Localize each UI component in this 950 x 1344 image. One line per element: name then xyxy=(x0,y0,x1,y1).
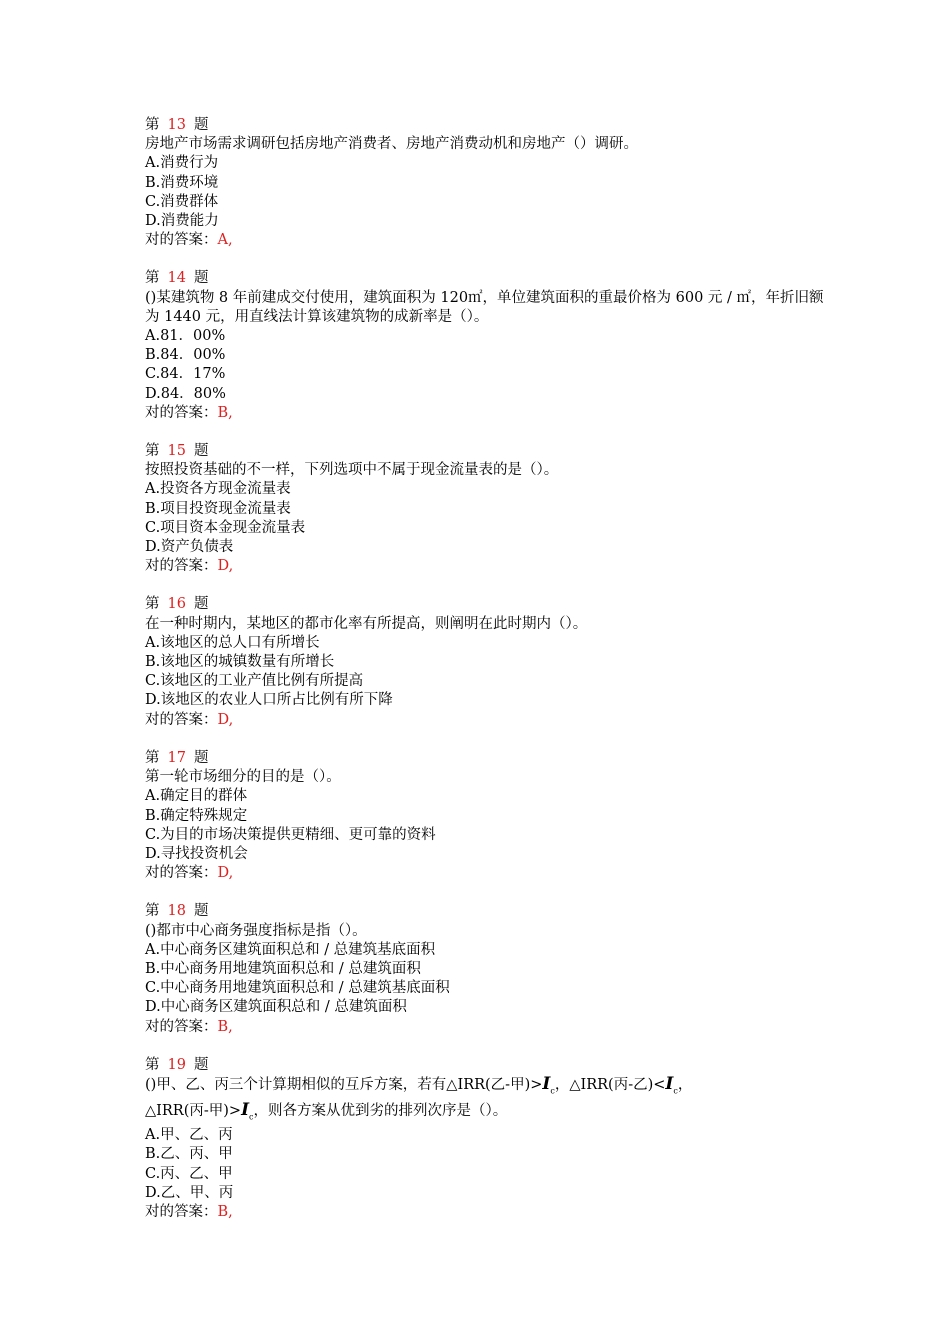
question-13 xyxy=(145,116,825,250)
option-b: B.项目投资现金流量表 xyxy=(145,500,291,517)
answer-value: D, xyxy=(217,711,234,728)
answer-line: 对的答案：B, xyxy=(145,1203,233,1220)
ic-symbol: $I_c$ xyxy=(542,1073,555,1096)
question-16 xyxy=(145,595,825,729)
option-d: D.资产负债表 xyxy=(145,539,234,556)
option-a: A.投资各方现金流量表 xyxy=(145,481,291,498)
option-b: B.确定特殊规定 xyxy=(145,807,248,824)
question-stem: ()某建筑物 8 年前建成交付使用，建筑面积为 120㎡，单位建筑面积的重最价格为 600 元 / ㎡，年折旧额为 1440 元，用直线法计算该建筑物的成新率是（）。 xyxy=(145,289,824,325)
question-stem: 第一轮市场细分的目的是（）。 xyxy=(145,769,341,786)
option-d: D.84．80% xyxy=(145,385,226,402)
option-d: D.寻找投资机会 xyxy=(145,845,248,862)
document-page xyxy=(145,116,825,1241)
option-c: C.为目的市场决策提供更精细、更可靠的资料 xyxy=(145,826,436,843)
answer-line: 对的答案：B, xyxy=(145,1018,233,1035)
answer-line: 对的答案：D, xyxy=(145,865,234,882)
option-b: B.中心商务用地建筑面积总和 / 总建筑面积 xyxy=(145,960,421,977)
question-stem: 在一种时期内，某地区的都市化率有所提高，则阐明在此时期内（）。 xyxy=(145,615,588,632)
question-number: 19 xyxy=(167,1056,186,1073)
option-b: B.该地区的城镇数量有所增长 xyxy=(145,654,335,671)
option-b: B.乙、丙、甲 xyxy=(145,1146,233,1163)
option-c: C.项目资本金现金流量表 xyxy=(145,519,306,536)
question-stem-line-2: △IRR(丙-甲)$>I_c$，则各方案从优到劣的排列次序是（）。 xyxy=(145,1099,508,1121)
question-number: 17 xyxy=(167,749,186,766)
option-c: C.中心商务用地建筑面积总和 / 总建筑基底面积 xyxy=(145,980,450,997)
option-a: A.甲、乙、丙 xyxy=(145,1127,233,1144)
answer-line: 对的答案：A, xyxy=(145,232,233,249)
answer-value: B, xyxy=(217,404,233,421)
question-stem: ()都市中心商务强度指标是指（）。 xyxy=(145,922,367,939)
answer-line: 对的答案：D, xyxy=(145,711,234,728)
option-c: C.84．17% xyxy=(145,366,226,383)
question-heading: 第 13 题 xyxy=(145,117,209,133)
option-c: C.该地区的工业产值比例有所提高 xyxy=(145,673,364,690)
option-b: B.消费环境 xyxy=(145,174,219,191)
option-d: D.乙、甲、丙 xyxy=(145,1184,234,1201)
question-18 xyxy=(145,902,825,1036)
option-b: B.84．00% xyxy=(145,347,226,364)
question-stem: 房地产市场需求调研包括房地产消费者、房地产消费动机和房地产（）调研。 xyxy=(145,136,638,153)
question-number: 15 xyxy=(167,443,186,460)
option-d: D.消费能力 xyxy=(145,213,219,230)
question-heading: 第 14 题 xyxy=(145,270,209,287)
question-heading: 第 18 题 xyxy=(145,903,209,920)
question-stem-line-1: ()甲、乙、丙三个计算期相似的互斥方案，若有△IRR(乙-甲)$>I_c$，△IRR(丙-乙)$<I_c$， xyxy=(145,1073,693,1096)
question-heading: 第 16 题 xyxy=(145,596,209,613)
question-14 xyxy=(145,269,825,423)
option-a: A.81．00% xyxy=(145,328,226,345)
answer-value: D, xyxy=(217,558,234,575)
answer-value: A, xyxy=(217,232,233,249)
answer-line: 对的答案：D, xyxy=(145,558,234,575)
answer-value: D, xyxy=(217,865,234,882)
answer-value: B, xyxy=(217,1203,233,1220)
option-d: D.中心商务区建筑面积总和 / 总建筑面积 xyxy=(145,999,407,1016)
question-number: 16 xyxy=(167,596,186,613)
ic-symbol: $I_c$ xyxy=(241,1099,254,1121)
option-a: A.确定目的群体 xyxy=(145,788,248,805)
question-number: 14 xyxy=(167,270,186,287)
question-heading: 第 17 题 xyxy=(145,749,209,766)
question-heading: 第 15 题 xyxy=(145,443,209,460)
option-a: A.中心商务区建筑面积总和 / 总建筑基底面积 xyxy=(145,941,436,958)
option-a: A.消费行为 xyxy=(145,155,219,172)
question-number: 18 xyxy=(167,903,186,920)
question-heading: 第 19 题 xyxy=(145,1056,209,1073)
answer-line: 对的答案：B, xyxy=(145,404,233,421)
question-number: 13 xyxy=(167,117,186,133)
question-stem: 按照投资基础的不一样，下列选项中不属于现金流量表的是（）。 xyxy=(145,462,559,479)
question-17 xyxy=(145,749,825,883)
option-c: C.消费群体 xyxy=(145,193,219,210)
option-a: A.该地区的总人口有所增长 xyxy=(145,634,320,651)
option-d: D.该地区的农业人口所占比例有所下降 xyxy=(145,692,393,709)
ic-symbol: $I_c$ xyxy=(665,1073,678,1096)
question-19 xyxy=(145,1056,825,1222)
question-15 xyxy=(145,442,825,576)
option-c: C.丙、乙、甲 xyxy=(145,1165,233,1182)
answer-value: B, xyxy=(217,1018,233,1035)
